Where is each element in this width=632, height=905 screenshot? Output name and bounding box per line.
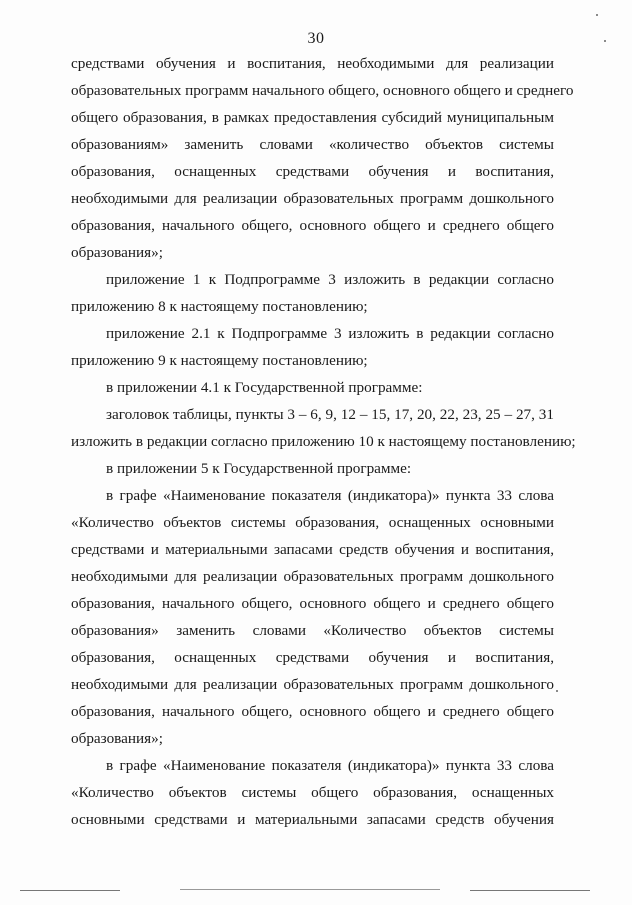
text-line: в приложении 4.1 к Государственной программе:: [106, 379, 423, 396]
text-line: образовательных программ начального общего, основного общего и среднего: [71, 82, 574, 99]
text-line: средствами и материальными запасами средств обучения и воспитания,: [71, 541, 554, 558]
text-line: необходимыми для реализации образовательных программ дошкольного: [71, 190, 554, 207]
text-line: приложение 2.1 к Подпрограмме 3 изложить в редакции согласно: [106, 325, 554, 342]
text-line: необходимыми для реализации образовательных программ дошкольного: [71, 568, 554, 585]
text-line: образования, оснащенных средствами обучения и воспитания,: [71, 649, 554, 666]
text-line: приложению 8 к настоящему постановлению;: [71, 298, 368, 315]
text-line: необходимыми для реализации образовательных программ дошкольного: [71, 676, 554, 693]
text-line: образования»;: [71, 730, 163, 747]
text-line: образования, начального общего, основного общего и среднего общего: [71, 595, 554, 612]
scan-edge-line: [180, 889, 440, 890]
text-line: в графе «Наименование показателя (индикатора)» пункта 33 слова: [106, 487, 554, 504]
text-line: «Количество объектов системы общего образования, оснащенных: [71, 784, 554, 801]
text-line: основными средствами и материальными запасами средств обучения: [71, 811, 554, 828]
text-line: в графе «Наименование показателя (индикатора)» пункта 33 слова: [106, 757, 554, 774]
text-line: средствами обучения и воспитания, необходимыми для реализации: [71, 55, 554, 72]
text-line: приложение 1 к Подпрограмме 3 изложить в редакции согласно: [106, 271, 554, 288]
text-line: образования, начального общего, основного общего и среднего общего: [71, 703, 554, 720]
text-line: образования»;: [71, 244, 163, 261]
scan-speck: [596, 14, 598, 16]
scan-speck: [604, 40, 606, 42]
text-line: образования, начального общего, основного общего и среднего общего: [71, 217, 554, 234]
text-line: общего образования, в рамках предоставления субсидий муниципальным: [71, 109, 554, 126]
text-line: в приложении 5 к Государственной программе:: [106, 460, 412, 477]
text-line: приложению 9 к настоящему постановлению;: [71, 352, 368, 369]
text-line: образованиям» заменить словами «количество объектов системы: [71, 136, 554, 153]
scan-edge-line: [470, 890, 590, 891]
scan-edge-line: [20, 890, 120, 891]
page-number: 30: [307, 30, 325, 47]
text-line: заголовок таблицы, пункты 3 – 6, 9, 12 – 15, 17, 20, 22, 23, 25 – 27, 31: [106, 406, 554, 423]
scan-speck: [556, 690, 558, 692]
text-line: образования, оснащенных средствами обучения и воспитания,: [71, 163, 554, 180]
text-line: «Количество объектов системы образования, оснащенных основными: [71, 514, 554, 531]
text-line: образования» заменить словами «Количество объектов системы: [71, 622, 554, 639]
text-line: изложить в редакции согласно приложению 10 к настоящему постановлению;: [71, 433, 576, 450]
